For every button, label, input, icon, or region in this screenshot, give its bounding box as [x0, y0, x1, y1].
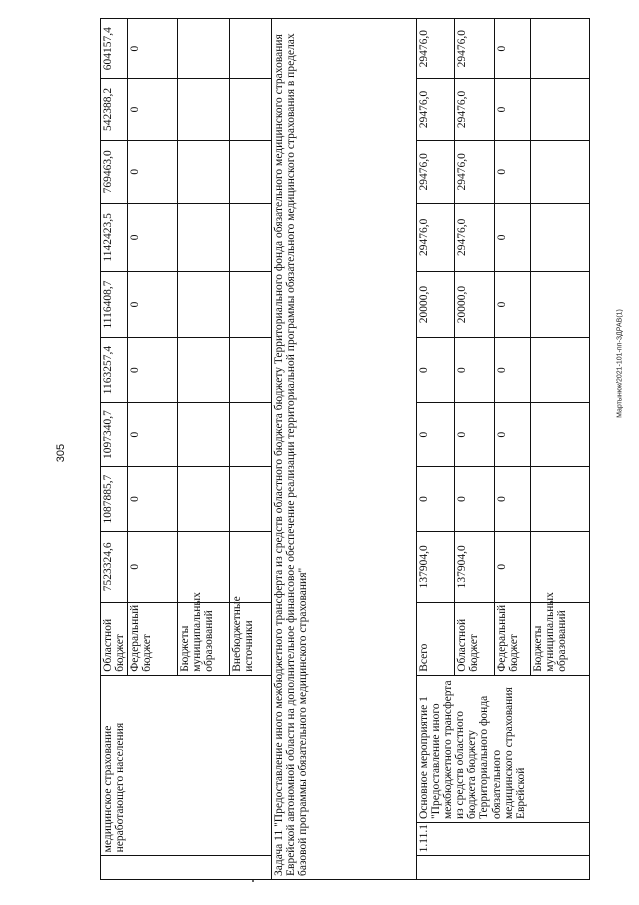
value-cell: 1116408,7 — [101, 271, 128, 338]
value-cell: 0 — [417, 402, 455, 466]
footer-reference: Мартынюк/2021-101-пп-ЗДРАВ(1) — [616, 309, 624, 418]
value-cell: 0 — [455, 467, 495, 531]
value-cell: 0 — [495, 19, 531, 79]
stray-dot — [252, 880, 254, 882]
source-cell: Федеральный бюджет — [495, 602, 531, 675]
table-row — [417, 19, 455, 880]
measure-name-cell: Основное мероприятие 1 "Предоставление иного межбюджетного трансферта из средств областного бюджета бюджету Территориального фонда обязательного медицинского страхования Еврейской — [417, 675, 590, 822]
value-cell: 0 — [128, 402, 178, 466]
source-cell: Бюджеты муниципальных образований — [531, 602, 590, 675]
value-cell: 0 — [495, 467, 531, 531]
value-cell: 0 — [495, 338, 531, 402]
value-cell: 0 — [495, 271, 531, 338]
table-row — [101, 19, 128, 880]
value-cell: 604157,4 — [101, 19, 128, 79]
source-cell: Областной бюджет — [101, 602, 128, 675]
value-cell: 1163257,4 — [101, 338, 128, 402]
source-cell: Бюджеты муниципальных образований — [178, 602, 230, 675]
value-cell: 0 — [128, 203, 178, 271]
value-cell: 0 — [128, 467, 178, 531]
merged-empty-cell — [101, 856, 272, 880]
value-cell: 0 — [495, 203, 531, 271]
value-cell: 0 — [495, 79, 531, 140]
value-cell: 29476,0 — [417, 203, 455, 271]
value-cell: 0 — [128, 79, 178, 140]
value-cell: 0 — [455, 402, 495, 466]
value-cell: 0 — [417, 467, 455, 531]
value-cell: 0 — [128, 271, 178, 338]
value-cell: 0 — [495, 140, 531, 203]
value-cell: 0 — [455, 338, 495, 402]
row-name-cell: медицинское страхование неработающего населения — [101, 675, 272, 856]
value-cell: 1097340,7 — [101, 402, 128, 466]
value-cell: 29476,0 — [455, 19, 495, 79]
code-cell: 1.11.1 — [417, 823, 590, 856]
source-cell: Внебюджетные источники — [230, 602, 272, 675]
value-cell: 29476,0 — [455, 79, 495, 140]
merged-empty-cell — [417, 856, 590, 880]
value-cell: 20000,0 — [455, 271, 495, 338]
value-cell: 1142423,5 — [101, 203, 128, 271]
value-cell: 29476,0 — [417, 19, 455, 79]
source-cell: Всего — [417, 602, 455, 675]
source-cell: Областной бюджет — [455, 602, 495, 675]
value-cell: 769463,0 — [101, 140, 128, 203]
value-cell: 7523324,6 — [101, 531, 128, 602]
budget-table — [100, 18, 590, 880]
value-cell: 29476,0 — [455, 203, 495, 271]
value-cell: 20000,0 — [417, 271, 455, 338]
value-cell: 0 — [417, 338, 455, 402]
value-cell: 0 — [128, 140, 178, 203]
value-cell: 0 — [128, 19, 178, 79]
source-cell: Федеральный бюджет — [128, 602, 178, 675]
page-number: 305 — [55, 443, 67, 463]
rotated-page-content — [100, 18, 588, 880]
value-cell: 542388,2 — [101, 79, 128, 140]
value-cell: 29476,0 — [417, 79, 455, 140]
value-cell: 137904,0 — [417, 531, 455, 602]
value-cell: 0 — [128, 531, 178, 602]
table-row — [272, 19, 417, 880]
value-cell: 1087885,7 — [101, 467, 128, 531]
value-cell: 0 — [128, 338, 178, 402]
value-cell: 137904,0 — [455, 531, 495, 602]
value-cell: 29476,0 — [455, 140, 495, 203]
value-cell: 0 — [495, 531, 531, 602]
value-cell: 29476,0 — [417, 140, 455, 203]
value-cell: 0 — [495, 402, 531, 466]
task-11-heading: Задача 11 "Предоставление иного межбюджетного трансферта из средств областного бюджета бюджету Территориального фонда обязательного медицинского страхования Еврейской автономной области на дополнительное финансовое обеспечение реализации территориальной программы обязательного медицинского страхования в пределах базовой программы обязательного медицинского страхования" — [272, 19, 417, 880]
